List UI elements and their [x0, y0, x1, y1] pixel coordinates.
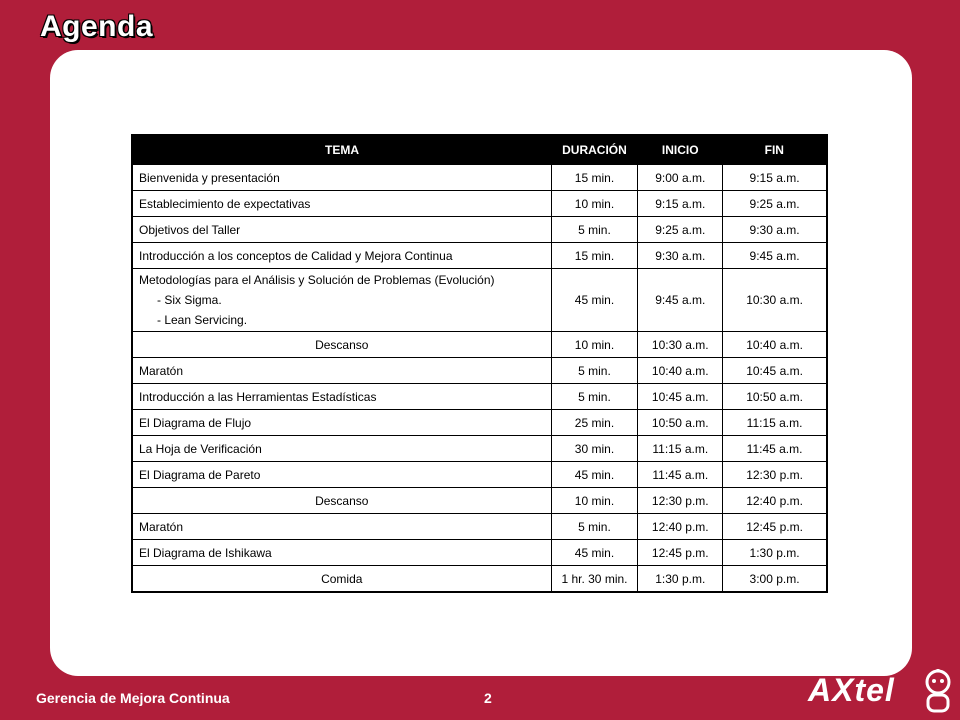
header-duracion: DURACIÓN: [551, 135, 638, 165]
cell-fin: 11:45 a.m.: [723, 436, 827, 462]
footer-department: Gerencia de Mejora Continua: [36, 690, 230, 706]
cell-tema: Establecimiento de expectativas: [132, 191, 551, 217]
cell-inicio: 12:40 p.m.: [638, 514, 723, 540]
cell-duracion: 5 min.: [551, 217, 638, 243]
cell-tema-main: Metodologías para el Análisis y Solución de Problemas (Evolución): [139, 273, 495, 287]
cell-inicio: 10:45 a.m.: [638, 384, 723, 410]
cell-duracion: 10 min.: [551, 332, 638, 358]
cell-tema: Bienvenida y presentación: [132, 165, 551, 191]
cell-inicio: 9:15 a.m.: [638, 191, 723, 217]
table-row: [132, 488, 827, 514]
cell-inicio: 10:30 a.m.: [638, 332, 723, 358]
cell-fin: 9:25 a.m.: [723, 191, 827, 217]
cell-tema: Descanso: [132, 332, 551, 358]
cell-fin: 10:30 a.m.: [723, 269, 827, 332]
cell-tema: Maratón: [132, 514, 551, 540]
table-row: [132, 514, 827, 540]
cell-tema: Introducción a las Herramientas Estadísticas: [132, 384, 551, 410]
header-tema: TEMA: [132, 135, 551, 165]
table-row: [132, 191, 827, 217]
table-row: [132, 358, 827, 384]
cell-tema: Maratón: [132, 358, 551, 384]
cell-tema-sub: - Six Sigma.: [157, 293, 222, 307]
cell-duracion: 5 min.: [551, 384, 638, 410]
table-row: [132, 540, 827, 566]
table-header-row: [132, 135, 827, 165]
table-row: [132, 269, 827, 332]
cell-duracion: 5 min.: [551, 358, 638, 384]
cell-inicio: 10:50 a.m.: [638, 410, 723, 436]
cell-inicio: 9:45 a.m.: [638, 269, 723, 332]
cell-duracion: 15 min.: [551, 243, 638, 269]
cell-fin: 1:30 p.m.: [723, 540, 827, 566]
cell-duracion: 5 min.: [551, 514, 638, 540]
cell-fin: 12:30 p.m.: [723, 462, 827, 488]
table-row: [132, 243, 827, 269]
cell-fin: 9:30 a.m.: [723, 217, 827, 243]
agenda-table: [131, 134, 828, 593]
cell-inicio: 1:30 p.m.: [638, 566, 723, 593]
cell-duracion: 10 min.: [551, 488, 638, 514]
cell-fin: 3:00 p.m.: [723, 566, 827, 593]
cell-tema-sub: - Lean Servicing.: [157, 313, 248, 327]
cell-inicio: 12:30 p.m.: [638, 488, 723, 514]
cell-fin: 11:15 a.m.: [723, 410, 827, 436]
cell-duracion: 15 min.: [551, 165, 638, 191]
page-number: 2: [484, 690, 492, 706]
cell-duracion: 25 min.: [551, 410, 638, 436]
table-row: [132, 217, 827, 243]
cell-duracion: 1 hr. 30 min.: [551, 566, 638, 593]
cell-fin: 12:45 p.m.: [723, 514, 827, 540]
cell-fin: 10:50 a.m.: [723, 384, 827, 410]
cell-duracion: 45 min.: [551, 462, 638, 488]
cell-tema: El Diagrama de Ishikawa: [132, 540, 551, 566]
cell-inicio: 9:00 a.m.: [638, 165, 723, 191]
table-row: [132, 436, 827, 462]
cell-tema: La Hoja de Verificación: [132, 436, 551, 462]
cell-inicio: 9:25 a.m.: [638, 217, 723, 243]
cell-inicio: 11:45 a.m.: [638, 462, 723, 488]
cell-tema: [132, 269, 551, 332]
cell-inicio: 11:15 a.m.: [638, 436, 723, 462]
cell-duracion: 45 min.: [551, 269, 638, 332]
header-inicio: INICIO: [638, 135, 723, 165]
cell-inicio: 9:30 a.m.: [638, 243, 723, 269]
mascot-icon: [920, 668, 956, 716]
table-row: [132, 566, 827, 593]
cell-fin: 10:40 a.m.: [723, 332, 827, 358]
table-row: [132, 332, 827, 358]
table-row: [132, 165, 827, 191]
cell-tema: Objetivos del Taller: [132, 217, 551, 243]
cell-tema: Introducción a los conceptos de Calidad y Mejora Continua: [132, 243, 551, 269]
cell-fin: 12:40 p.m.: [723, 488, 827, 514]
axtel-logo: [808, 668, 958, 718]
cell-tema: Comida: [132, 566, 551, 593]
cell-duracion: 10 min.: [551, 191, 638, 217]
table-row: [132, 384, 827, 410]
cell-fin: 10:45 a.m.: [723, 358, 827, 384]
table-row: [132, 410, 827, 436]
cell-tema: El Diagrama de Flujo: [132, 410, 551, 436]
cell-tema: Descanso: [132, 488, 551, 514]
logo-wordmark: AXtel: [808, 672, 895, 708]
cell-fin: 9:15 a.m.: [723, 165, 827, 191]
cell-inicio: 12:45 p.m.: [638, 540, 723, 566]
cell-inicio: 10:40 a.m.: [638, 358, 723, 384]
slide-title: Agenda: [40, 10, 154, 43]
header-fin: FIN: [723, 135, 827, 165]
cell-duracion: 45 min.: [551, 540, 638, 566]
cell-tema: El Diagrama de Pareto: [132, 462, 551, 488]
cell-fin: 9:45 a.m.: [723, 243, 827, 269]
table-row: [132, 462, 827, 488]
cell-duracion: 30 min.: [551, 436, 638, 462]
